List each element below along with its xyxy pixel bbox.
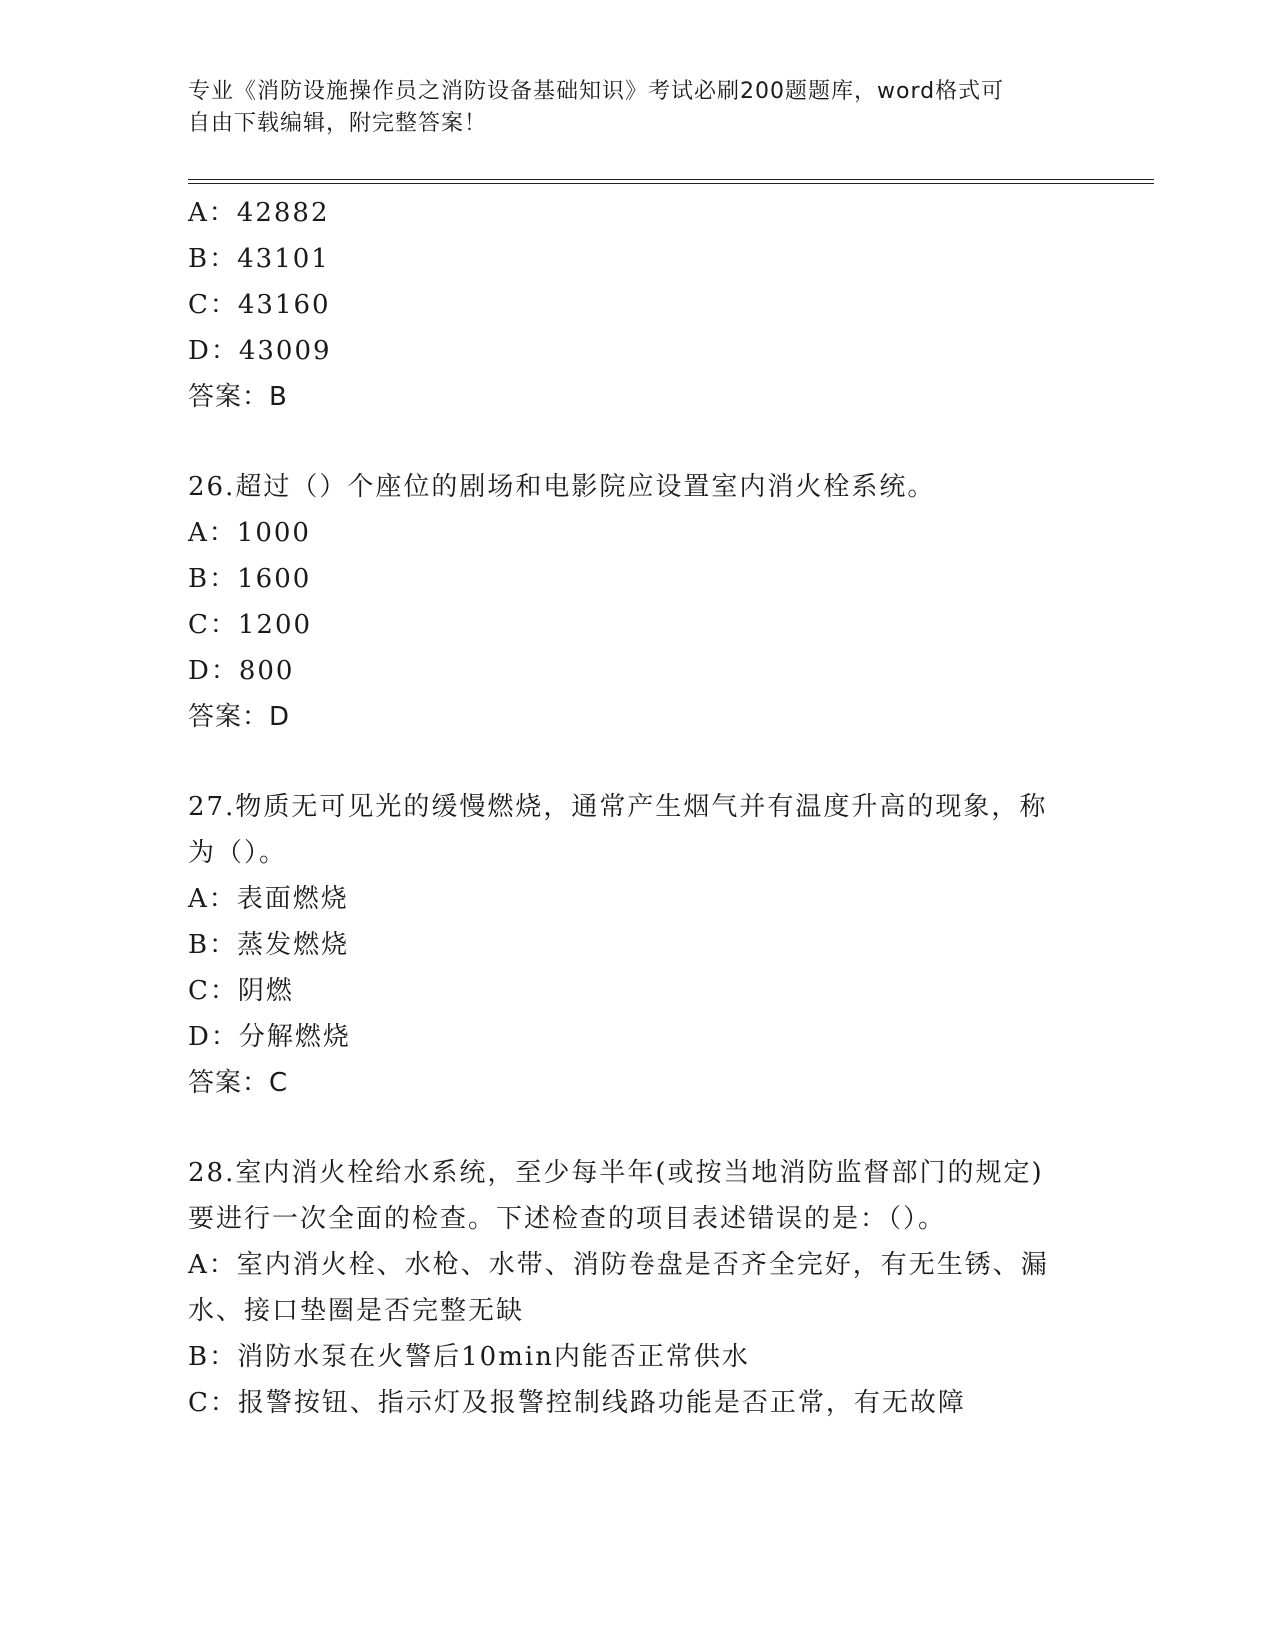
option-a: A：42882 (188, 198, 330, 228)
spacer (188, 1106, 1088, 1150)
question-28 (188, 1150, 1088, 1426)
header-divider-top (188, 179, 1154, 180)
option-d: D：43009 (188, 336, 332, 366)
question-25 (188, 190, 1088, 420)
question-stem-line-1: 27.物质无可见光的缓慢燃烧，通常产生烟气并有温度升高的现象，称 (188, 792, 1048, 822)
spacer (188, 740, 1088, 784)
option-b: B：1600 (188, 564, 312, 594)
option-b: B：消防水泵在火警后10min内能否正常供水 (188, 1342, 750, 1372)
question-26 (188, 464, 1088, 740)
question-list (188, 190, 1088, 1426)
document-header (188, 76, 1068, 140)
option-d: D：分解燃烧 (188, 1022, 351, 1052)
question-stem-line-1: 28.室内消火栓给水系统，至少每半年(或按当地消防监督部门的规定) (188, 1158, 1044, 1188)
option-b: B：蒸发燃烧 (188, 930, 350, 960)
option-a-line-1: A：室内消火栓、水枪、水带、消防卷盘是否齐全完好，有无生锈、漏 (188, 1250, 1049, 1280)
header-divider-bottom (188, 183, 1154, 184)
option-c: C：1200 (188, 610, 313, 640)
option-b: B：43101 (188, 244, 330, 274)
header-line-1: 专业《消防设施操作员之消防设备基础知识》考试必刷200题题库，word格式可 (188, 79, 1005, 104)
option-a: A：1000 (188, 518, 311, 548)
answer: 答案：C (188, 1068, 289, 1098)
question-stem-line-2: 要进行一次全面的检查。下述检查的项目表述错误的是：（）。 (188, 1204, 947, 1234)
question-stem-line-2: 为（）。 (188, 838, 288, 868)
option-d: D：800 (188, 656, 295, 686)
answer: 答案：B (188, 382, 288, 412)
question-stem: 26.超过（）个座位的剧场和电影院应设置室内消火栓系统。 (188, 472, 936, 502)
spacer (188, 420, 1088, 464)
option-c: C：报警按钮、指示灯及报警控制线路功能是否正常，有无故障 (188, 1388, 966, 1418)
question-27 (188, 784, 1088, 1106)
option-a: A：表面燃烧 (188, 884, 349, 914)
option-a-line-2: 水、接口垫圈是否完整无缺 (188, 1296, 525, 1326)
answer: 答案：D (188, 702, 291, 732)
header-line-2: 自由下载编辑，附完整答案！ (188, 111, 488, 136)
option-c: C：43160 (188, 290, 331, 320)
option-c: C：阴燃 (188, 976, 294, 1006)
